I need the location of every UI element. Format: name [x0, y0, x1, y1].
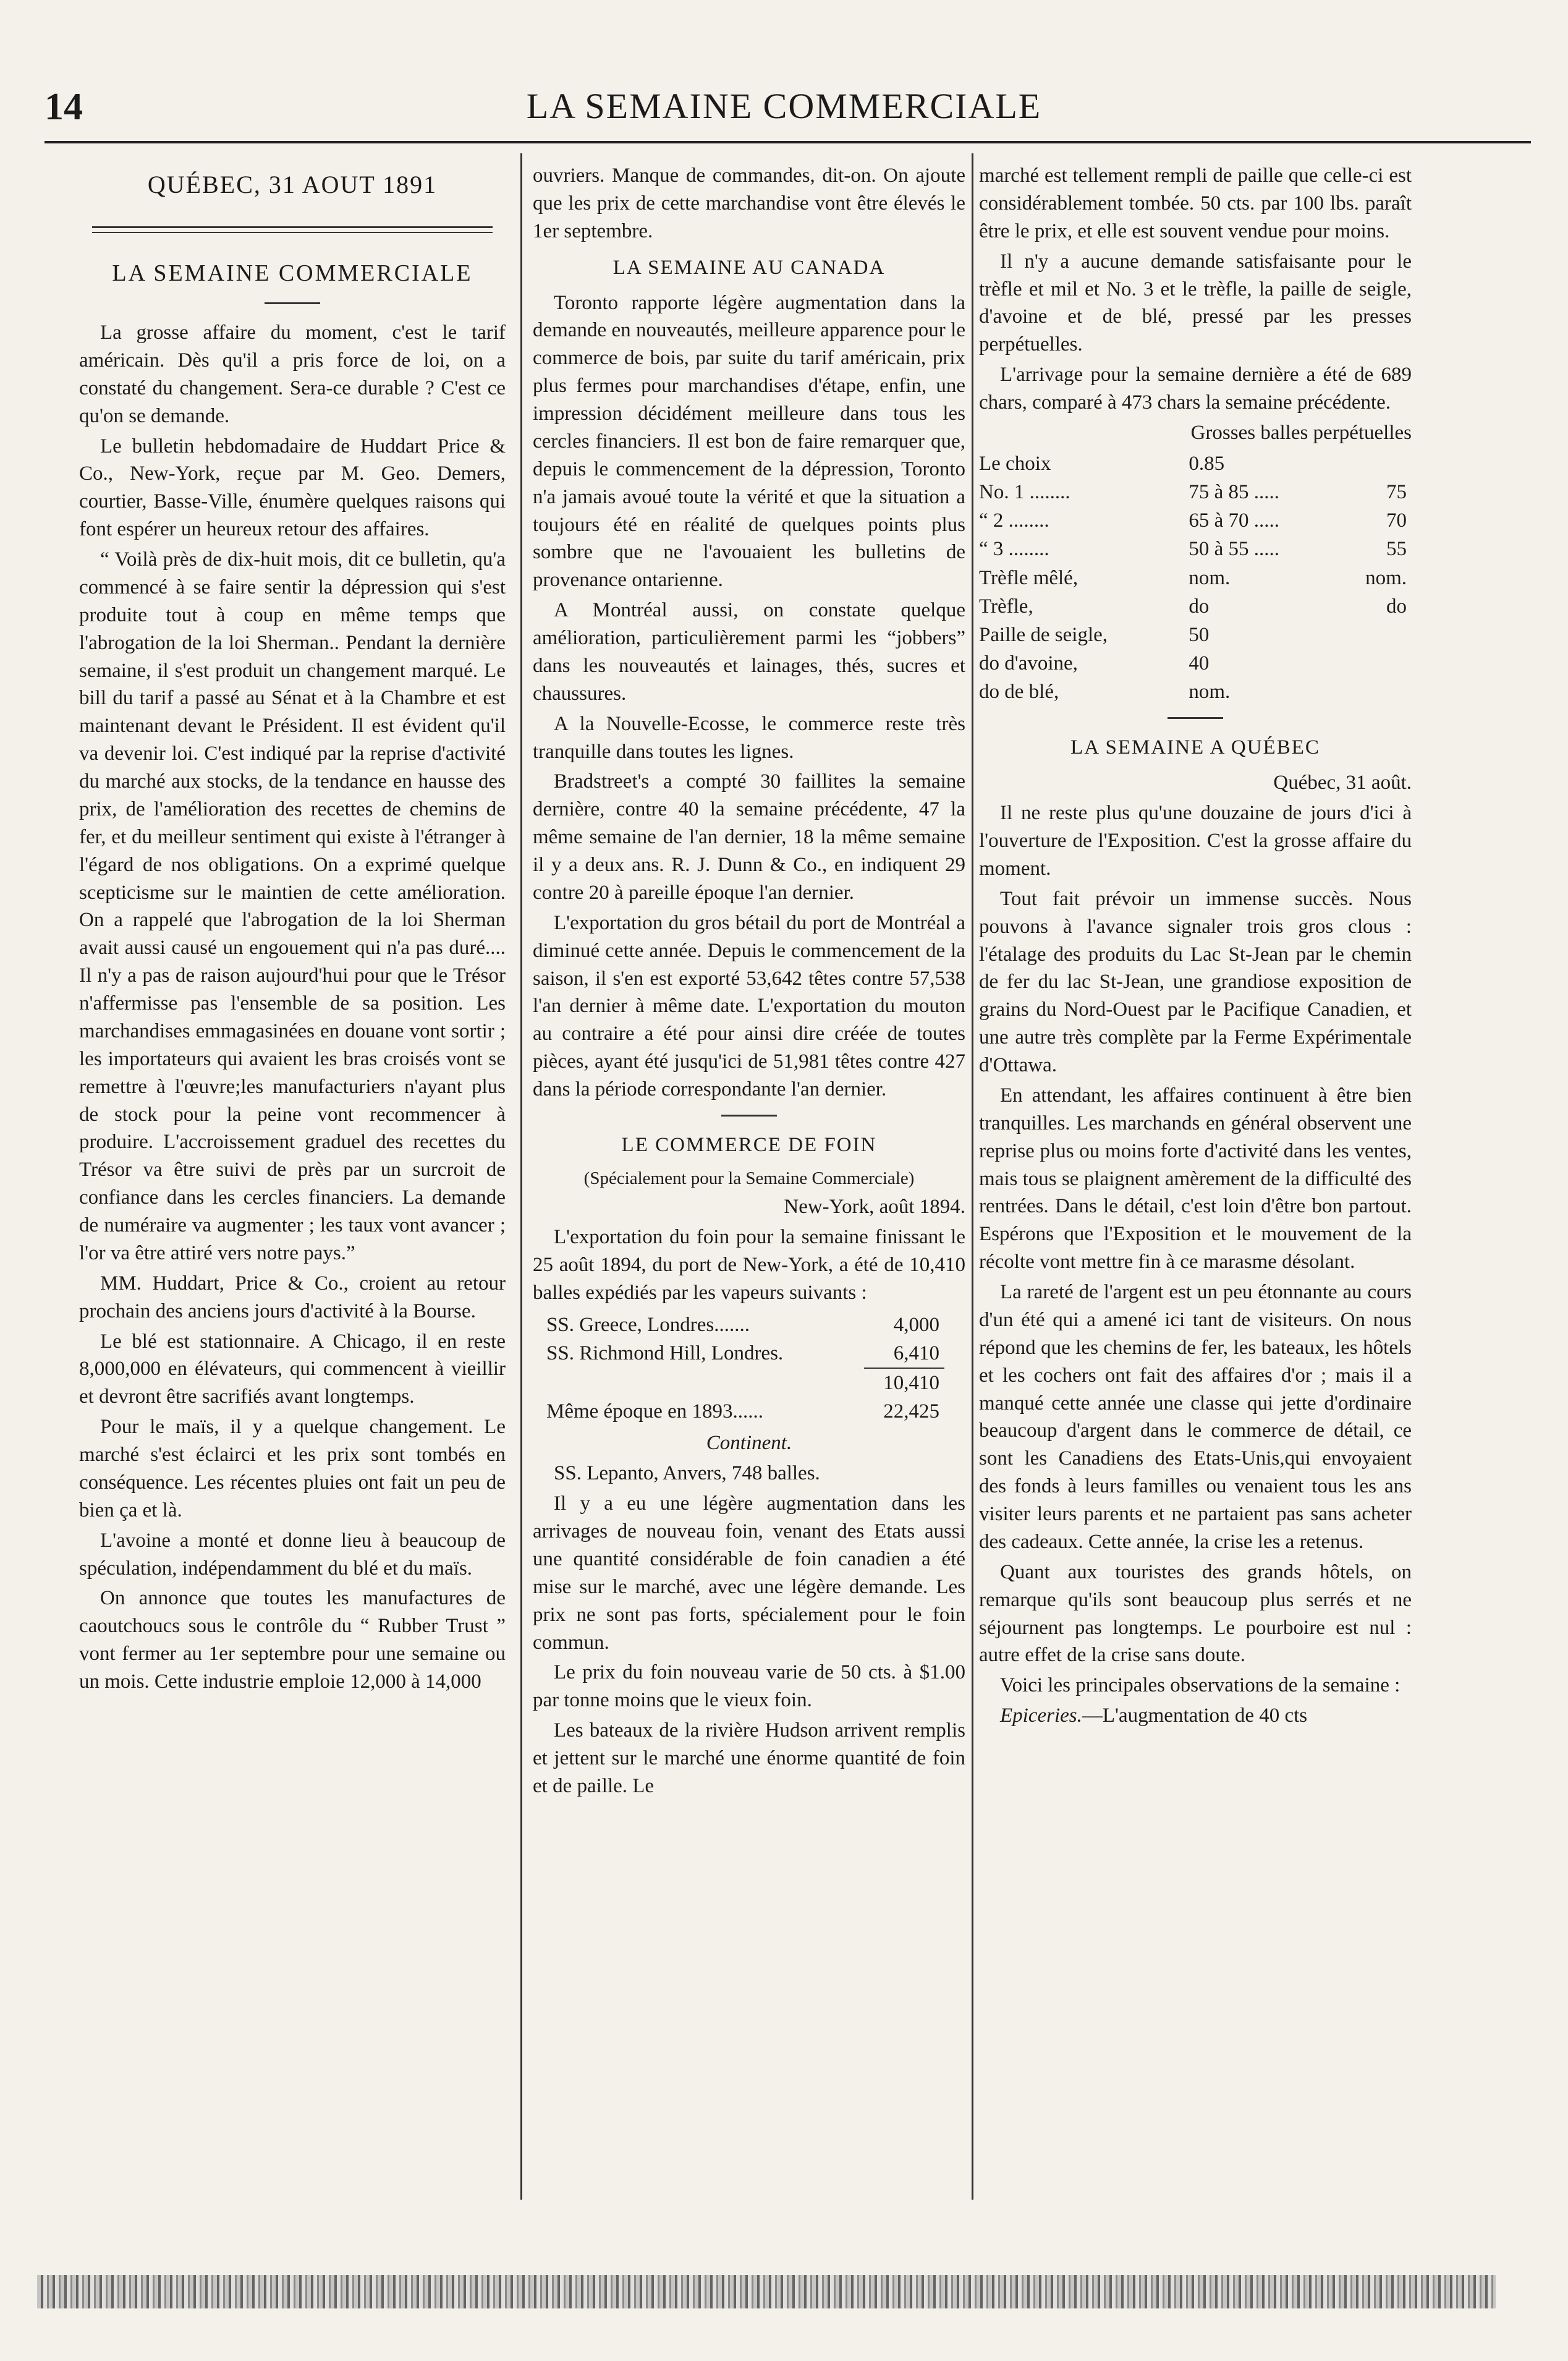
- paragraph: Le prix du foin nouveau varie de 50 cts. à $1.00 par tonne moins que le vieux foin.: [533, 1661, 965, 1712]
- ship-name: SS. Greece, Londres.......: [546, 1313, 750, 1336]
- paragraph: MM. Huddart, Price & Co., croient au retour prochain des anciens jours d'activité à la Bourse.: [79, 1272, 506, 1322]
- paragraph: Bradstreet's a compté 30 faillites la semaine dernière, contre 40 la semaine précédente, 47 la même semaine de l'an dernier, 18 la même semaine il y a deux ans. R. J. Dunn & Co., en indiquent 29 contre 20 à pareille époque l'an dernier.: [533, 770, 965, 904]
- running-title: LA SEMAINE COMMERCIALE: [526, 86, 1042, 126]
- column-2: [533, 162, 965, 1803]
- paragraph: Il y a eu une légère augmentation dans les arrivages de nouveau foin, venant des Etats aussi une quantité considérable de foin canadien a été mise sur le marché, avec une légère demande. Les prix ne sont pas forts, spécialement pour le foin commun.: [533, 1492, 965, 1654]
- price-table-header: Grosses balles perpétuelles: [1190, 421, 1412, 444]
- paragraph: L'exportation du gros bétail du port de Montréal a diminué cette année. Depuis le commencement de la saison, il s'en est exporté 53,642 têtes contre 57,538 l'an dernier à même date. L'exportation du mouton au contraire a été pour ainsi dire créée de toutes pièces, ayant été jusqu'ici de 51,981 têtes contre 427 dans la période correspondante l'an dernier.: [533, 911, 965, 1100]
- table-row: Trèfle, do do: [979, 595, 1407, 618]
- page-number: 14: [44, 86, 83, 128]
- short-rule: [265, 302, 320, 304]
- column-rule-2: [972, 153, 973, 2200]
- hay-export-table: [546, 1311, 944, 1426]
- table-row: Trèfle mêlé, nom. nom.: [979, 566, 1407, 589]
- ship-name: SS. Richmond Hill, Londres.: [546, 1342, 784, 1364]
- section-note: (Spécialement pour la Semaine Commerciale): [583, 1168, 915, 1188]
- table-row: No. 1 ........ 75 à 85 ..... 75: [979, 480, 1407, 503]
- epiceries-text: —L'augmentation de 40 cts: [1082, 1704, 1308, 1727]
- scan-artifact-band: [37, 2275, 1496, 2308]
- table-row: do de blé, nom.: [979, 681, 1231, 704]
- paragraph: SS. Lepanto, Anvers, 748 balles.: [554, 1462, 820, 1485]
- paragraph: marché est tellement rempli de paille que celle-ci est considérablement tombée. 50 cts. par 100 lbs. paraît être le prix, et elle est souvent vendue pour moins.: [979, 164, 1412, 242]
- table-row: “ 2 ........ 65 à 70 ..... 70: [979, 509, 1407, 532]
- paragraph: Pour le maïs, il y a quelque changement. Le marché s'est éclairci et les prix sont tombés en conséquence. Les récentes pluies ont fait un peu de bien ça et là.: [79, 1416, 506, 1521]
- section-heading-quebec: LA SEMAINE A QUÉBEC: [1070, 736, 1320, 759]
- dateline: QUÉBEC, 31 AOUT 1891: [147, 171, 438, 198]
- price-table: [979, 449, 1412, 707]
- paragraph: La rareté de l'argent est un peu étonnante au cours d'un été qui a amené ici tant de visiteurs. On nous répond que les chemins de fer, les bateaux, les hôtels et les cochers ont fait des affaires d'or ; mais il a manqué cette année une classe qui jette d'ordinaire beaucoup d'argent dans le commerce de détail, ce sont les Canadiens des Etats-Unis,qui envoyaient des fonds à leurs familles ou venaient tous les ans visiter leurs parents et ne partaient pas sans acheter des cadeaux. Cette année, la crise les a retenus.: [979, 1281, 1412, 1553]
- dateline: Québec, 31 août.: [1273, 772, 1412, 794]
- same-period-qty: 22,425: [883, 1400, 939, 1423]
- table-row: Le choix 0.85: [979, 452, 1225, 475]
- table-row: “ 3 ........ 50 à 55 ..... 55: [979, 538, 1407, 561]
- paragraph: En attendant, les affaires continuent à être bien tranquilles. Les marchands en général observent une reprise plus ou moins forte d'activité dans les ventes, mais tous se plaignent amèrement de la difficulté des rentrées. Dans le détail, c'est loin d'être bon partout. Espérons que l'Exposition et le mouvement de la récolte vont mettre fin à ce marasme désolant.: [979, 1084, 1412, 1274]
- paragraph: Le bulletin hebdomadaire de Huddart Price & Co., New-York, reçue par M. Geo. Demers, courtier, Basse-Ville, énumère quelques raisons qui font espérer un heureux retour des affaires.: [79, 435, 506, 541]
- short-rule: [721, 1115, 777, 1117]
- total-qty: 10,410: [864, 1368, 944, 1397]
- paragraph: Toronto rapporte légère augmentation dans la demande en nouveautés, meilleure apparence pour le commerce de bois, par suite du tarif américain, prix plus fermes pour marchandises d'étape, enfin, une impression décidément meilleure dans tous les cercles financiers. Il est bon de faire remarquer que, depuis le commencement de la dépression, Toronto n'a jamais avoué toute la vérité et que la situation a toujours été en réalité de quelques points plus sombre que ne l'avouaient les bulletins de provenance ontarienne.: [533, 291, 965, 592]
- paragraph: Il n'y a aucune demande satisfaisante pour le trèfle et mil et No. 3 et le trèfle, la paille de seigle, d'avoine et de blé, pressé par les presses perpétuelles.: [979, 250, 1412, 356]
- table-row: [546, 1311, 944, 1339]
- paragraph: L'avoine a monté et donne lieu à beaucoup de spéculation, indépendamment du blé et du maïs.: [79, 1529, 506, 1580]
- paragraph: Quant aux touristes des grands hôtels, on remarque qu'ils sont beaucoup plus serrés et ne séjournent pas longtemps. Le pourboire est nul : autre effet de la crise sans doute.: [979, 1560, 1412, 1667]
- double-rule: [92, 226, 493, 233]
- column-3: [979, 162, 1412, 1732]
- table-row: Paille de seigle, 50: [979, 623, 1210, 646]
- paragraph: L'exportation du foin pour la semaine finissant le 25 août 1894, du port de New-York, a été de 10,410 balles expédiés par les vapeurs suivants :: [533, 1226, 965, 1304]
- short-rule: [1168, 717, 1223, 719]
- section-title: LA SEMAINE COMMERCIALE: [112, 260, 473, 287]
- paragraph: Voici les principales observations de la semaine :: [1000, 1674, 1401, 1697]
- epiceries-label: Epiceries.: [1000, 1704, 1082, 1727]
- continent-label: Continent.: [706, 1432, 792, 1455]
- paragraph: A la Nouvelle-Ecosse, le commerce reste très tranquille dans toutes les lignes.: [533, 712, 965, 763]
- ship-qty: 4,000: [893, 1313, 939, 1336]
- paragraph: Il ne reste plus qu'une douzaine de jours d'ici à l'ouverture de l'Exposition. C'est la grosse affaire du moment.: [979, 802, 1412, 880]
- header-rule: [44, 141, 1531, 143]
- table-row: [546, 1339, 944, 1368]
- section-heading-foin: LE COMMERCE DE FOIN: [621, 1133, 877, 1156]
- column-1: [79, 162, 506, 1698]
- table-row: do d'avoine, 40: [979, 652, 1210, 675]
- table-row: [546, 1397, 944, 1426]
- paragraph: On annonce que toutes les manufactures de caoutchoucs sous le contrôle du “ Rubber Trust ” vont fermer au 1er septembre pour une semaine ou un mois. Cette industrie emploie 12,000 à 14,000: [79, 1587, 506, 1693]
- table-row: [546, 1368, 944, 1397]
- same-period-label: Même époque en 1893......: [546, 1400, 763, 1423]
- paragraph: [979, 1702, 1412, 1730]
- paragraph: La grosse affaire du moment, c'est le tarif américain. Dès qu'il a pris force de loi, on a constaté du changement. Sera-ce durable ? C'est ce qu'on se demande.: [79, 321, 506, 427]
- column-rule-1: [520, 153, 522, 2200]
- section-heading-canada: LA SEMAINE AU CANADA: [612, 256, 886, 279]
- paragraph: Le blé est stationnaire. A Chicago, il en reste 8,000,000 en élévateurs, qui commencent à vieillir et devront être sacrifiés avant longtemps.: [79, 1330, 506, 1408]
- paragraph: Les bateaux de la rivière Hudson arrivent remplis et jettent sur le marché une énorme quantité de foin et de paille. Le: [533, 1719, 965, 1797]
- paragraph: Tout fait prévoir un immense succès. Nous pouvons à l'avance signaler trois gros clous : l'étalage des produits du Lac St-Jean par le chemin de fer du lac St-Jean, une grandiose exposition de grains du Nord-Ouest par le Pacifique Canadien, et une autre très complète par la Ferme Expérimentale d'Ottawa.: [979, 887, 1412, 1077]
- paragraph: L'arrivage pour la semaine dernière a été de 689 chars, comparé à 473 chars la semaine précédente.: [979, 364, 1412, 414]
- paragraph: “ Voilà près de dix-huit mois, dit ce bulletin, qu'a commencé à se faire sentir la dépression qui s'est produite tout à coup en même temps que l'abrogation de la loi Sherman.. Pendant la dernière semaine, il s'est produit un changement marqué. Le bill du tarif a passé au Sénat et à la Chambre et est maintenant devant le Président. Il est évident qu'il va devenir loi. C'est indiqué par la reprise d'activité du marché aux stocks, de la tendance en hausse des prix, de l'amélioration des recettes de chemins de fer, et du meilleur sentiment qui existe à l'étranger à l'égard de nos obligations. On a exprimé quelque scepticisme sur le maintien de cette amélioration. On a rappelé que l'abrogation de la loi Sherman avait aussi causé un engouement qui n'a pas duré.... Il n'y a pas de raison aujourd'hui pour que le Trésor n'affermisse pas l'ensemble de sa position. Les marchandises emmagasinées en douane vont sortir ; les importateurs qui avaient les bras croisés vont se remettre à l'œuvre;les manufacturiers n'ayant plus de stock pour la peine vont recommencer à produire. L'accroissement graduel des recettes du Trésor va être suivi de près par un surcroit de confiance dans les cercles financiers. La demande de numéraire va augmenter ; les taux vont avancer ; l'or va être attiré vers notre pays.”: [79, 548, 506, 1264]
- paragraph: ouvriers. Manque de commandes, dit-on. On ajoute que les prix de cette marchandise vont être élevés le 1er septembre.: [533, 164, 965, 242]
- dateline: New-York, août 1894.: [784, 1196, 965, 1219]
- paragraph: A Montréal aussi, on constate quelque amélioration, particulièrement parmi les “jobbers” dans les nouveautés et lainages, thés, sucres et chaussures.: [533, 599, 965, 705]
- ship-qty: 6,410: [893, 1342, 939, 1364]
